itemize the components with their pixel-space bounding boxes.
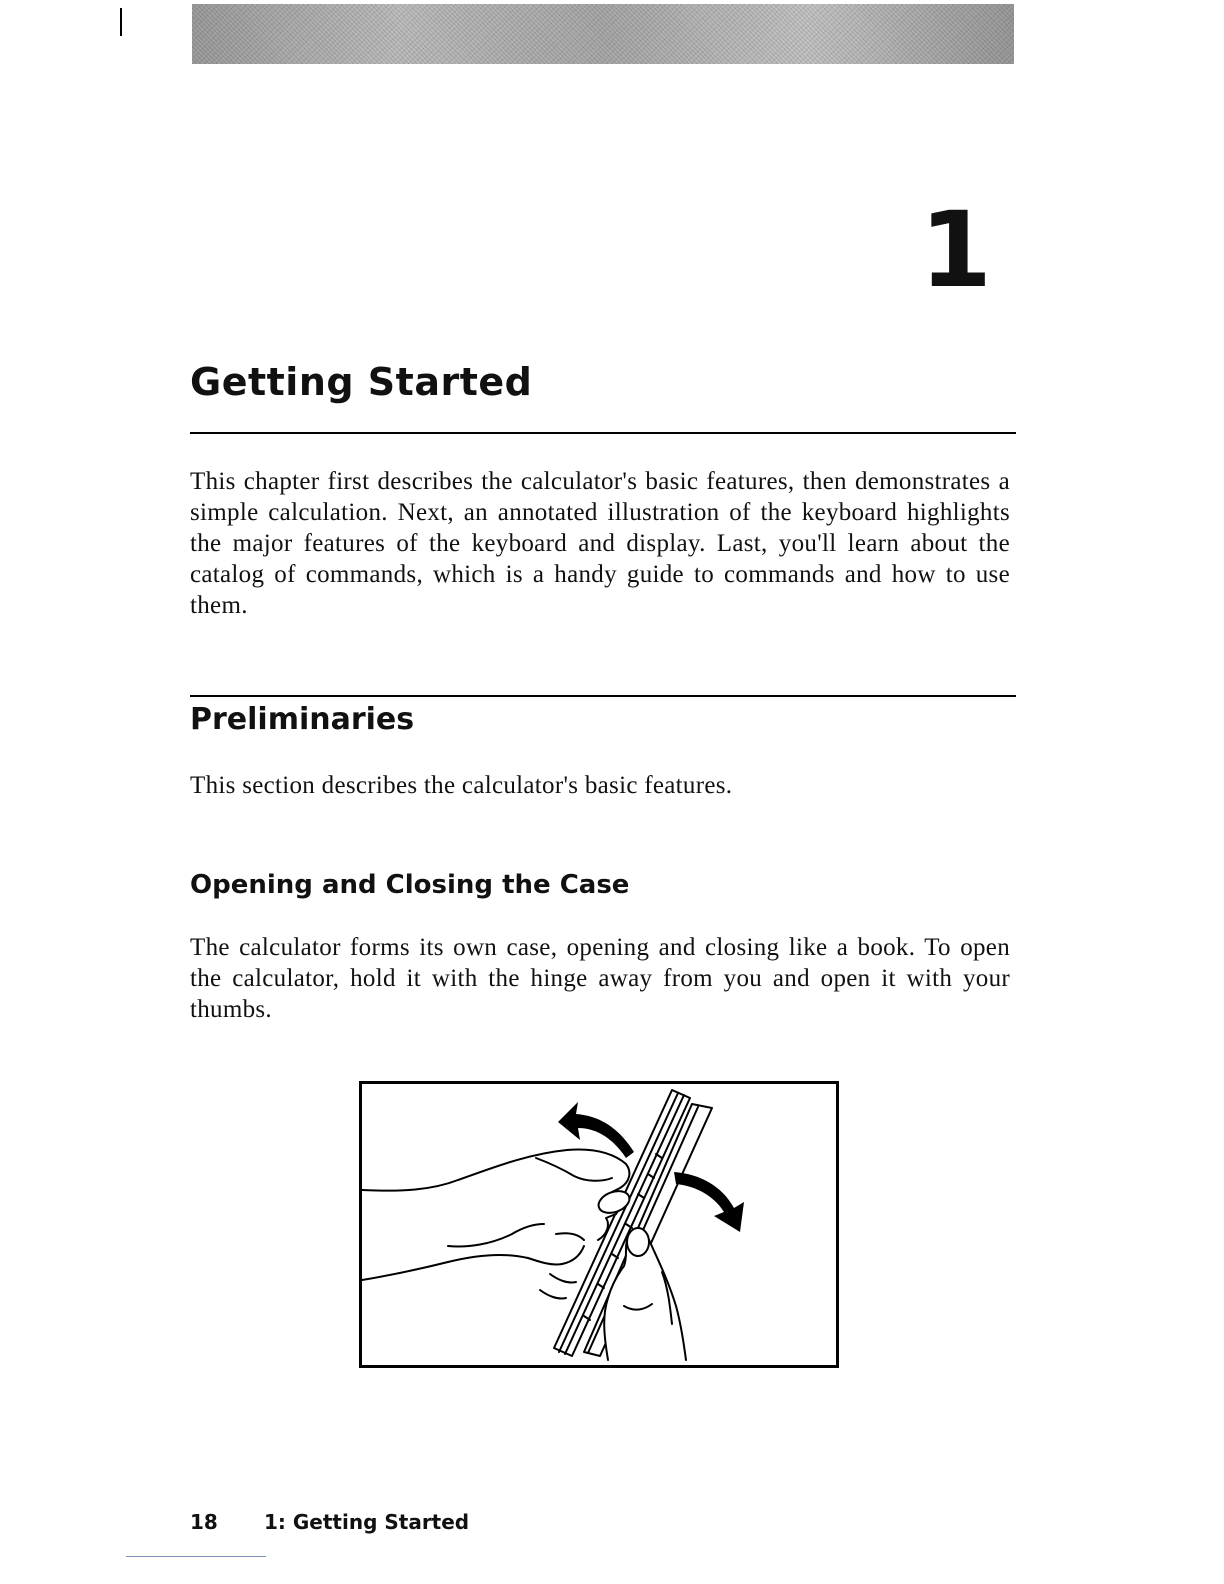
hands-opening-calculator-illustration [362,1084,836,1365]
intro-paragraph: This chapter first describes the calculator's basic features, then demonstrates a simple calculation. Next, an annotated illustration of the keyboard highlights the major features of the keyboard and display. Last, you'll learn about the catalog of commands, which is a handy guide to commands and how to use them. [190,468,1010,619]
margin-mark [120,8,122,36]
chapter-title: Getting Started [190,360,533,404]
figure-frame [359,1081,839,1368]
title-rule [190,432,1016,434]
section-rule [190,695,1016,697]
chapter-number: 1 [919,189,992,311]
chapter-header-band [192,4,1014,64]
page-number: 18 [190,1510,218,1534]
subsection-title-opening-closing: Opening and Closing the Case [190,870,630,900]
section-title-preliminaries: Preliminaries [190,702,415,737]
preliminaries-paragraph: This section describes the calculator's basic features. [190,772,733,799]
page-footer [190,1510,469,1534]
bottom-edge-line [126,1556,266,1557]
running-title: 1: Getting Started [264,1510,470,1534]
opening-closing-paragraph: The calculator forms its own case, opening and closing like a book. To open the calculator, hold it with the hinge away from you and open it with your thumbs. [190,934,1010,1023]
